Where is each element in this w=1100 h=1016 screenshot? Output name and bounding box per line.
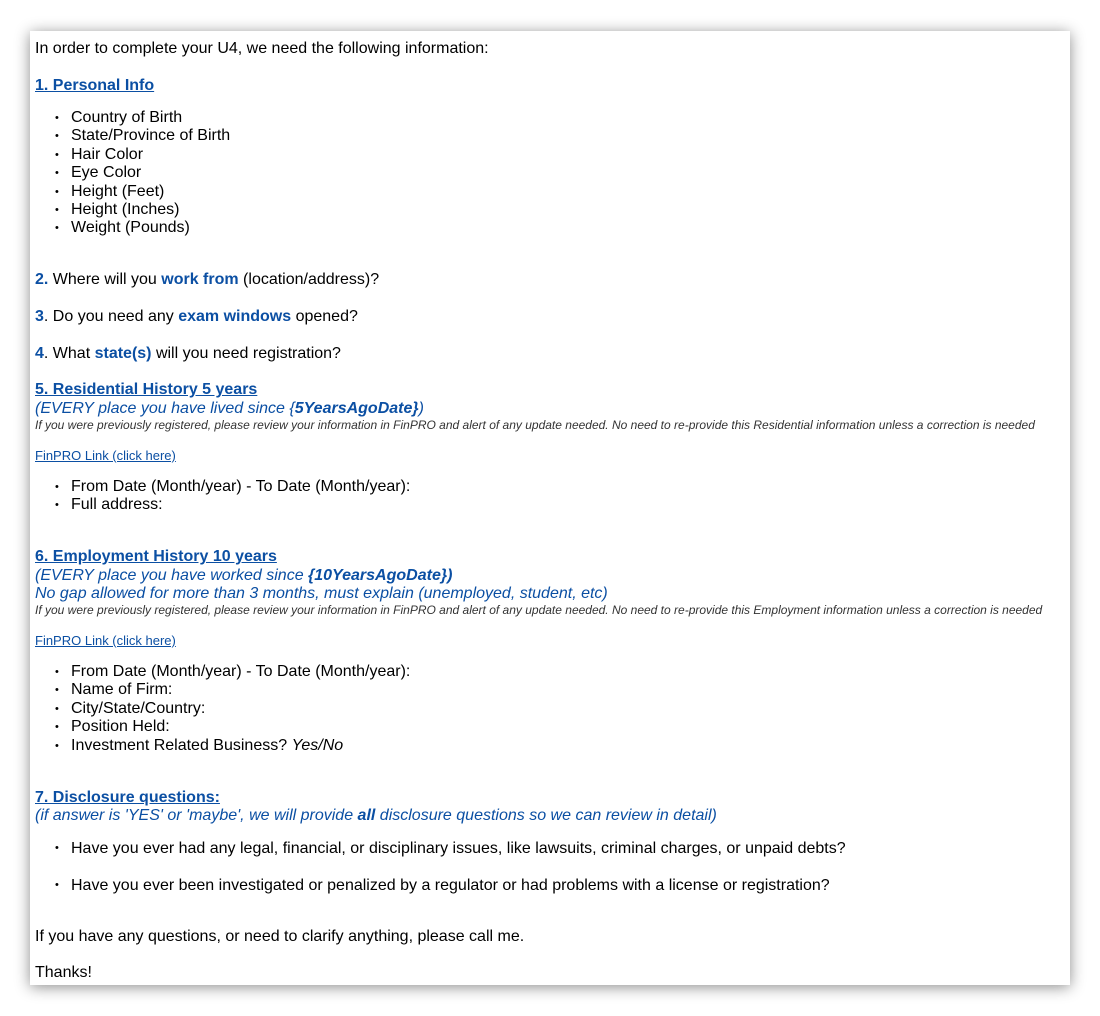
section-disclosure-heading[interactable]: 7. Disclosure questions:: [35, 789, 220, 806]
residential-history-note: If you were previously registered, please review your information in FinPRO and alert of any update needed. No need to re-provide this Residential information unless a correction is needed: [35, 418, 1035, 432]
employment-gap-note: No gap allowed for more than 3 months, must explain (unemployed, student, etc): [35, 585, 608, 602]
subtitle-text: (EVERY place you have worked since: [35, 567, 309, 584]
answer-options: Yes/No: [291, 736, 344, 754]
emphasis-text: all: [357, 807, 376, 824]
list-item: • From Date (Month/year) - To Date (Month/year):: [30, 478, 410, 496]
list-item: • Hair Color: [30, 146, 230, 164]
list-item: • From Date (Month/year) - To Date (Month/year):: [30, 663, 410, 681]
personal-info-list: [30, 109, 230, 238]
question-text: Where will you: [48, 271, 162, 288]
section-personal-info-heading[interactable]: 1. Personal Info: [35, 77, 155, 94]
question-text: (location/address)?: [238, 271, 380, 288]
disclosure-question: • Have you ever been investigated or penalized by a regulator or had problems with a license or registration?: [30, 876, 830, 895]
intro-text: In order to complete your U4, we need the following information:: [35, 40, 489, 57]
finpro-link-employment[interactable]: FinPRO Link (click here): [35, 633, 176, 648]
employment-history-list: [30, 663, 410, 755]
list-item: • City/State/Country:: [30, 700, 410, 718]
disclosure-questions-list-2: [30, 876, 830, 895]
disclosure-questions-list: [30, 839, 846, 858]
list-item-text: Investment Related Business?: [71, 736, 292, 754]
subtitle-text: (EVERY place you have lived since {: [35, 400, 295, 417]
question-keyword: state(s): [94, 345, 152, 362]
question-registration-states: [35, 344, 341, 363]
list-item: • Full address:: [30, 496, 410, 514]
disclosure-subtitle: [35, 806, 717, 825]
list-item: • Height (Inches): [30, 201, 230, 219]
closing-text: If you have any questions, or need to clarify anything, please call me.: [35, 928, 525, 945]
question-text: . Do you need any: [43, 308, 179, 325]
list-item: • Eye Color: [30, 164, 230, 182]
question-keyword: exam windows: [178, 308, 292, 325]
date-placeholder: 5YearsAgoDate}: [294, 400, 419, 417]
thanks-text: Thanks!: [35, 964, 92, 981]
question-work-location: [35, 270, 379, 289]
list-item: • Position Held:: [30, 718, 410, 736]
residential-history-list: [30, 478, 410, 515]
question-exam-windows: [35, 307, 358, 326]
subtitle-text: disclosure questions so we can review in detail): [375, 807, 717, 824]
list-item: • Name of Firm:: [30, 681, 410, 699]
question-number: 3: [35, 308, 44, 325]
question-text: opened?: [291, 308, 358, 325]
residential-history-subtitle: [35, 399, 424, 418]
question-number: 4: [35, 345, 44, 362]
disclosure-question: • Have you ever had any legal, financial, or disciplinary issues, like lawsuits, criminal charges, or unpaid debts?: [30, 839, 846, 858]
list-item: • State/Province of Birth: [30, 127, 230, 145]
finpro-link-residential[interactable]: FinPRO Link (click here): [35, 448, 176, 463]
list-item: • Weight (Pounds): [30, 219, 230, 237]
section-residential-history-heading[interactable]: 5. Residential History 5 years: [35, 381, 258, 398]
subtitle-text: ): [418, 400, 424, 417]
question-keyword: work from: [161, 271, 239, 288]
date-placeholder: {10YearsAgoDate}): [308, 567, 453, 584]
list-item: • Height (Feet): [30, 183, 230, 201]
question-number: 2.: [35, 271, 49, 288]
list-item: • Country of Birth: [30, 109, 230, 127]
employment-history-note: If you were previously registered, please review your information in FinPRO and alert of any update needed. No need to re-provide this Employment information unless a correction is needed: [35, 603, 1043, 617]
subtitle-text: (if answer is 'YES' or 'maybe', we will provide: [35, 807, 358, 824]
section-employment-history-heading[interactable]: 6. Employment History 10 years: [35, 548, 277, 565]
list-item: [30, 737, 410, 755]
question-text: . What: [43, 345, 95, 362]
question-text: will you need registration?: [151, 345, 341, 362]
employment-history-subtitle: [35, 566, 452, 585]
message-body: [30, 31, 1070, 985]
